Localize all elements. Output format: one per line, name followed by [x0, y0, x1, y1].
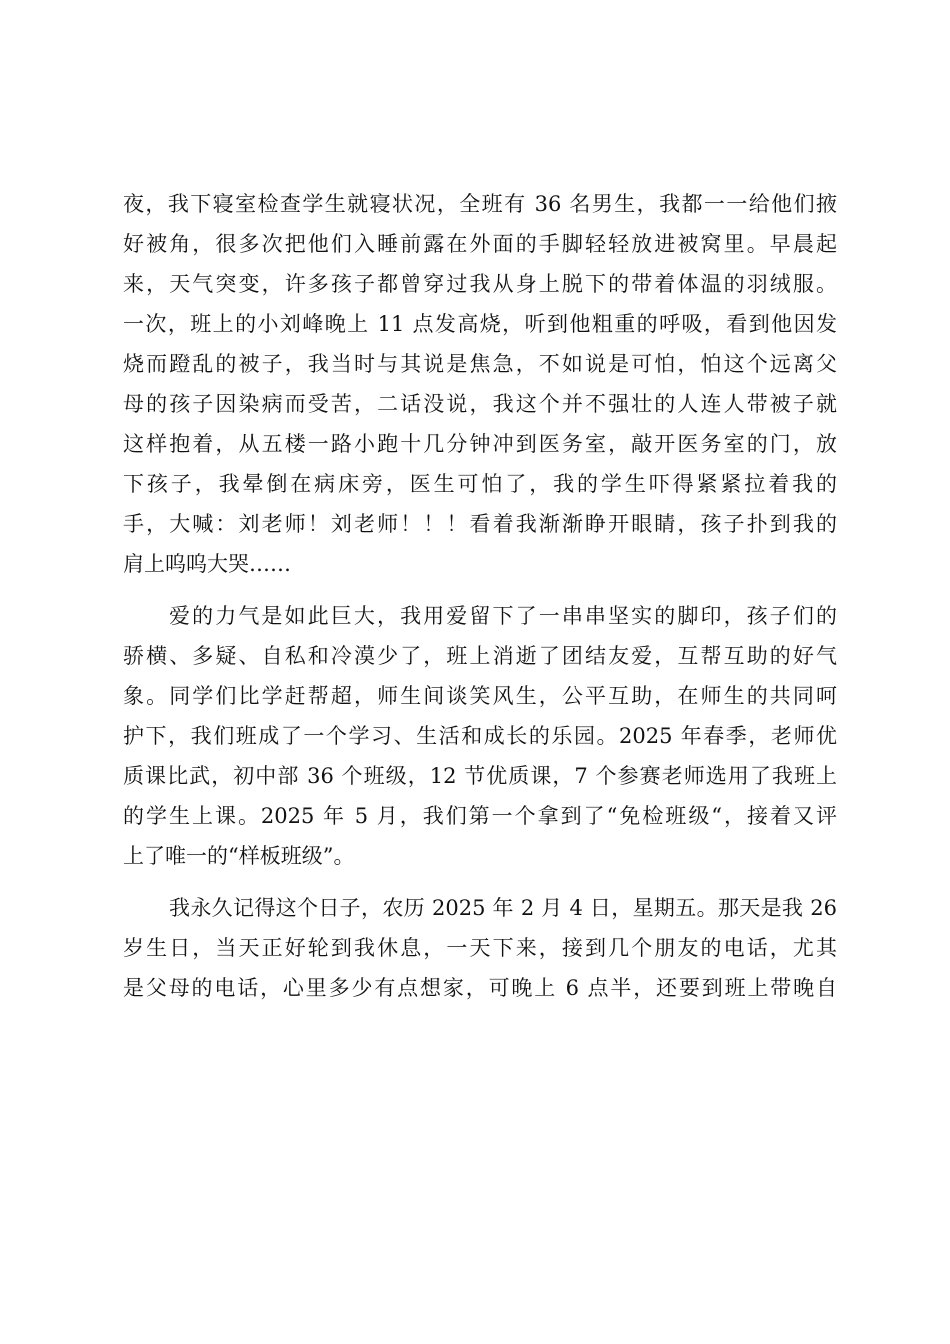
paragraph-spacer [123, 584, 837, 596]
text-line: 的学生上课。2025 年 5 月，我们第一个拿到了“免检班级“，接着又评 [123, 804, 837, 828]
text-line: 象。同学们比学赶帮超，师生间谈笑风生，公平互助，在师生的共同呵 [123, 684, 837, 708]
text-line: 护下，我们班成了一个学习、生活和成长的乐园。2025 年春季，老师优 [123, 724, 837, 748]
text-line: 来，天气突变，许多孩子都曾穿过我从身上脱下的带着体温的羽绒服。 [123, 272, 837, 296]
paragraph-1 [123, 184, 837, 584]
text-line: 上了唯一的“样板班级”。 [123, 844, 355, 868]
text-line: 是父母的电话，心里多少有点想家，可晚上 6 点半，还要到班上带晚自 [123, 976, 837, 1000]
text-line: 我永久记得这个日子，农历 2025 年 2 月 4 日，星期五。那天是我 26 [169, 896, 837, 920]
text-line: 母的孩子因染病而受苦，二话没说，我这个并不强壮的人连人带被子就 [123, 392, 837, 416]
text-line: 手，大喊：刘老师！刘老师！！！看着我渐渐睁开眼睛，孩子扑到我的 [123, 512, 837, 536]
text-line: 这样抱着，从五楼一路小跑十几分钟冲到医务室，敲开医务室的门，放 [123, 432, 837, 456]
paragraph-3 [123, 888, 837, 1008]
text-line: 好被角，很多次把他们入睡前露在外面的手脚轻轻放进被窝里。早晨起 [123, 232, 837, 256]
text-line: 质课比武，初中部 36 个班级，12 节优质课，7 个参赛老师选用了我班上 [123, 764, 837, 788]
text-line: 肩上呜呜大哭…… [123, 552, 291, 576]
text-line: 烧而蹬乱的被子，我当时与其说是焦急，不如说是可怕，怕这个远离父 [123, 352, 837, 376]
text-line: 岁生日，当天正好轮到我休息，一天下来，接到几个朋友的电话，尤其 [123, 936, 837, 960]
text-line: 骄横、多疑、自私和冷漠少了，班上消逝了团结友爱，互帮互助的好气 [123, 644, 837, 668]
text-line: 下孩子，我晕倒在病床旁，医生可怕了，我的学生吓得紧紧拉着我的 [123, 472, 837, 496]
text-line: 爱的力气是如此巨大，我用爱留下了一串串坚实的脚印，孩子们的 [169, 604, 837, 628]
document-body [123, 184, 837, 1008]
paragraph-2 [123, 596, 837, 876]
paragraph-spacer [123, 876, 837, 888]
text-line: 一次，班上的小刘峰晚上 11 点发高烧，听到他粗重的呼吸，看到他因发 [123, 312, 837, 336]
text-line: 夜，我下寝室检查学生就寝状况，全班有 36 名男生，我都一一给他们掖 [123, 192, 837, 216]
